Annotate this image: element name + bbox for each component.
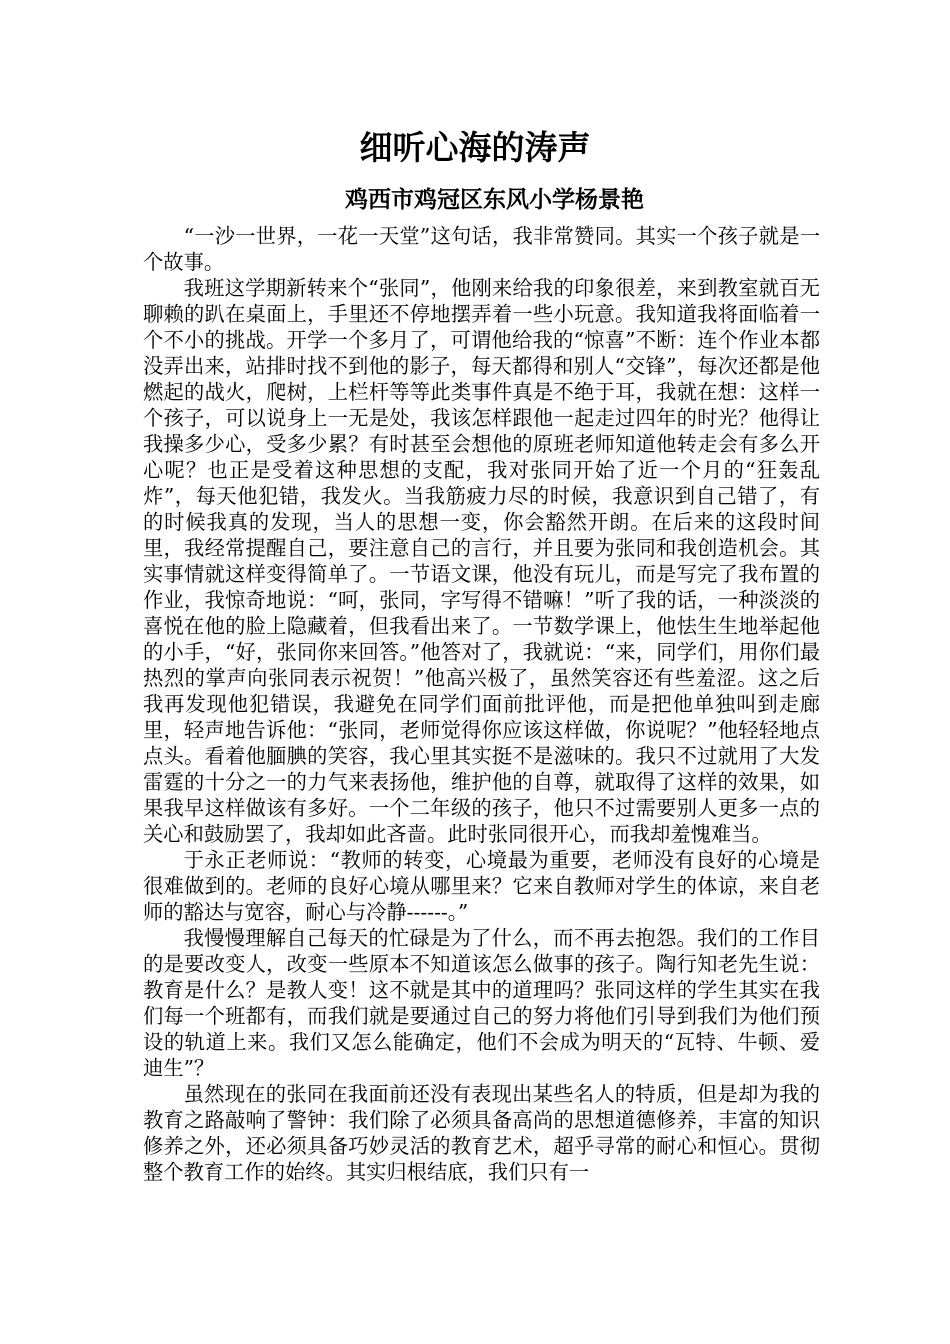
- paragraph-4: 我慢慢理解自己每天的忙碌是为了什么，而不再去抱怨。我们的工作目的是要改变人，改变一些原本不知道该怎么做事的孩子。陶行知老先生说：教育是什么？是教人变！这不就是其中的道理吗？张同这样的学生其实在我们每一个班都有，而我们就是要通过自己的努力将他们引导到我们为他们预设的轨道上来。我们又怎么能确定，他们不会成为明天的“瓦特、牛顿、爱迪生”？: [143, 926, 820, 1080]
- paragraph-3: 于永正老师说：“教师的转变，心境最为重要，老师没有良好的心境是很难做到的。老师的良好心境从哪里来？它来自教师对学生的体谅，来自老师的豁达与宽容，耐心与冷静------。”: [143, 848, 820, 924]
- paragraph-1: “一沙一世界，一花一天堂”这句话，我非常赞同。其实一个孩子就是一个故事。: [143, 224, 820, 274]
- paragraph-5: 虽然现在的张同在我面前还没有表现出某些名人的特质，但是却为我的教育之路敲响了警钟：我们除了必须具备高尚的思想道德修养，丰富的知识修养之外，还必须具备巧妙灵活的教育艺术，超乎寻常的耐心和恒心。贯彻整个教育工作的始终。其实归根结底，我们只有一: [143, 1082, 820, 1184]
- document-body: [143, 223, 820, 1185]
- document-title: 细听心海的涛声: [359, 128, 591, 167]
- author-line: 鸡西市鸡冠区东风小学杨景艳: [345, 186, 644, 213]
- paragraph-2: 我班这学期新转来个“张同”，他刚来给我的印象很差，来到教室就百无聊赖的趴在桌面上，手里还不停地摆弄着一些小玩意。我知道我将面临着一个不小的挑战。开学一个多月了，可谓他给我的“惊喜”不断：连个作业本都没弄出来，站排时找不到他的影子，每天都得和别人“交锋”，每次还都是他燃起的战火，爬树，上栏杆等等此类事件真是不绝于耳，我就在想：这样一个孩子，可以说身上一无是处，我该怎样跟他一起走过四年的时光？他得让我操多少心，受多少累？有时甚至会想他的原班老师知道他转走会有多么开心呢？也正是受着这种思想的支配，我对张同开始了近一个月的“狂轰乱炸”，每天他犯错，我发火。当我筋疲力尽的时候，我意识到自己错了，有的时候我真的发现，当人的思想一变，你会豁然开朗。在后来的这段时间里，我经常提醒自己，要注意自己的言行，并且要为张同和我创造机会。其实事情就这样变得简单了。一节语文课，他没有玩儿，而是写完了我布置的作业，我惊奇地说：“呵，张同，字写得不错嘛！”听了我的话，一种淡淡的喜悦在他的脸上隐藏着，但我看出来了。一节数学课上，他怯生生地举起他的小手，“好，张同你来回答。”他答对了，我就说：“来，同学们，用你们最热烈的掌声向张同表示祝贺！”他高兴极了，虽然笑容还有些羞涩。这之后我再发现他犯错误，我避免在同学们面前批评他，而是把他单独叫到走廊里，轻声地告诉他：“张同，老师觉得你应该这样做，你说呢？”他轻轻地点点头。看着他腼腆的笑容，我心里其实挺不是滋味的。我只不过就用了大发雷霆的十分之一的力气来表扬他，维护他的自尊，就取得了这样的效果，如果我早这样做该有多好。一个二年级的孩子，他只不过需要别人更多一点的关心和鼓励罢了，我却如此吝啬。此时张同很开心，而我却羞愧难当。: [143, 276, 820, 846]
